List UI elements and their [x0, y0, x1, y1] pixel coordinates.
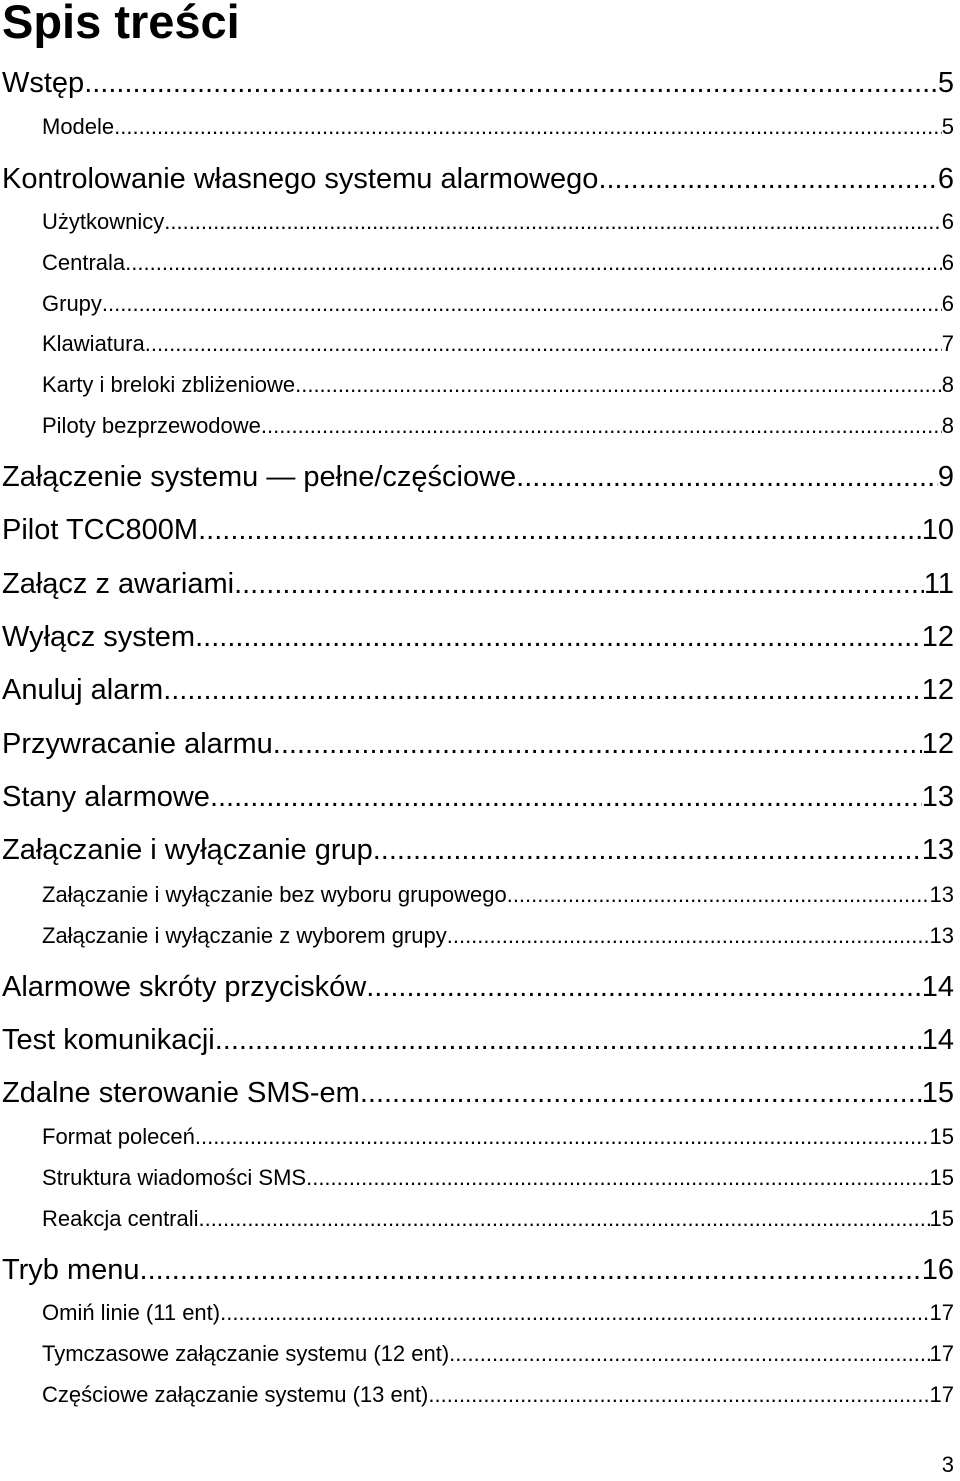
- toc-entry[interactable]: [2, 460, 954, 494]
- toc-entry-page: 6: [937, 163, 954, 195]
- toc-entry[interactable]: [42, 882, 954, 908]
- toc-entry-page: 17: [929, 1300, 954, 1325]
- toc-leader-dots: [195, 1124, 930, 1150]
- toc-leader-dots: [114, 114, 942, 140]
- toc-entry-label: Klawiatura: [42, 331, 145, 356]
- toc-entry-label: Załączenie systemu — pełne/częściowe: [2, 461, 517, 493]
- toc-entry-page: 6: [941, 209, 954, 234]
- toc-entry[interactable]: [42, 923, 954, 949]
- toc-entry-page: 8: [941, 372, 954, 397]
- toc-entry[interactable]: [2, 513, 954, 547]
- toc-entry-label: Test komunikacji: [2, 1024, 215, 1056]
- toc-entry[interactable]: [2, 727, 954, 761]
- toc-leader-dots: [366, 970, 922, 1004]
- toc-entry-label: Załącz z awariami: [2, 568, 235, 600]
- toc-entry[interactable]: [2, 162, 954, 196]
- toc-leader-dots: [198, 513, 922, 547]
- toc-entry-page: 8: [941, 413, 954, 438]
- toc-entry[interactable]: [42, 114, 954, 140]
- toc-entry-page: 13: [929, 882, 954, 907]
- toc-entry-page: 13: [921, 834, 954, 866]
- toc-entry-page: 14: [921, 1024, 954, 1056]
- toc-entry-page: 15: [929, 1165, 954, 1190]
- page-number: 3: [941, 1452, 954, 1477]
- toc-entry[interactable]: [42, 1206, 954, 1232]
- toc-entry-label: Przywracanie alarmu: [2, 728, 273, 760]
- toc-entry[interactable]: [42, 1165, 954, 1191]
- toc-entry-label: Zdalne sterowanie SMS-em: [2, 1077, 360, 1109]
- toc-entry-page: 13: [929, 923, 954, 948]
- toc-entry-label: Pilot TCC800M: [2, 514, 199, 546]
- toc-entry-page: 12: [921, 621, 954, 653]
- toc-entry-label: Format poleceń: [42, 1124, 195, 1149]
- toc-entry[interactable]: [2, 833, 954, 867]
- toc-entry-label: Wyłącz system: [2, 621, 196, 653]
- toc-entry-page: 12: [921, 728, 954, 760]
- toc-entry-page: 6: [941, 291, 954, 316]
- toc-entry-page: 12: [921, 674, 954, 706]
- toc-entry-page: 16: [921, 1254, 954, 1286]
- page-title: Spis treści: [2, 0, 240, 48]
- toc-entry-label: Użytkownicy: [42, 209, 165, 234]
- toc-entry[interactable]: [42, 331, 954, 357]
- toc-entry-page: 15: [929, 1124, 954, 1149]
- toc-leader-dots: [373, 833, 922, 867]
- toc-leader-dots: [140, 1253, 922, 1287]
- toc-entry-label: Struktura wiadomości SMS: [42, 1165, 307, 1190]
- toc-entry-label: Reakcja centrali: [42, 1206, 199, 1231]
- toc-entry[interactable]: [2, 1076, 954, 1110]
- toc-entry-page: 6: [941, 250, 954, 275]
- toc-entry-label: Centrala: [42, 250, 126, 275]
- toc-leader-dots: [163, 673, 922, 707]
- toc-entry[interactable]: [42, 1300, 954, 1326]
- toc-entry[interactable]: [2, 673, 954, 707]
- toc-entry-label: Stany alarmowe: [2, 781, 210, 813]
- toc-entry-page: 7: [941, 331, 954, 356]
- toc-entry-page: 14: [921, 971, 954, 1003]
- toc-entry-label: Załączanie i wyłączanie bez wyboru grupowego: [42, 882, 507, 907]
- toc-entry-page: 17: [929, 1341, 954, 1366]
- toc-leader-dots: [360, 1076, 922, 1110]
- toc-leader-dots: [447, 923, 930, 949]
- toc-entry[interactable]: [42, 372, 954, 398]
- toc-entry-label: Anuluj alarm: [2, 674, 164, 706]
- toc-leader-dots: [295, 372, 942, 398]
- toc-entry[interactable]: [42, 1382, 954, 1408]
- toc-entry-label: Załączanie i wyłączanie grup: [2, 834, 373, 866]
- toc-entry[interactable]: [42, 291, 954, 317]
- toc-entry-page: 10: [921, 514, 954, 546]
- toc-leader-dots: [507, 882, 930, 908]
- toc-leader-dots: [195, 620, 922, 654]
- toc-entry-label: Tymczasowe załączanie systemu (12 ent): [42, 1341, 450, 1366]
- toc-entry-label: Piloty bezprzewodowe: [42, 413, 261, 438]
- toc-entry[interactable]: [2, 567, 954, 601]
- toc-entry-label: Tryb menu: [2, 1254, 140, 1286]
- toc-leader-dots: [215, 1023, 922, 1057]
- toc-entry-page: 13: [921, 781, 954, 813]
- toc-entry-label: Grupy: [42, 291, 102, 316]
- toc-leader-dots: [598, 162, 937, 196]
- toc-entry-label: Kontrolowanie własnego systemu alarmowego: [2, 163, 599, 195]
- toc-entry-page: 17: [929, 1382, 954, 1407]
- toc-entry-page: 15: [921, 1077, 954, 1109]
- toc-entry-page: 11: [923, 568, 954, 600]
- toc-entry-label: Częściowe załączanie systemu (13 ent): [42, 1382, 429, 1407]
- toc-leader-dots: [199, 1206, 930, 1232]
- toc-entry[interactable]: [42, 1341, 954, 1367]
- toc-entry[interactable]: [2, 780, 954, 814]
- toc-leader-dots: [102, 291, 942, 317]
- toc-leader-dots: [145, 331, 942, 357]
- toc-entry[interactable]: [2, 970, 954, 1004]
- toc-leader-dots: [220, 1300, 929, 1326]
- toc-entry[interactable]: [42, 209, 954, 235]
- toc-entry-label: Karty i breloki zbliżeniowe: [42, 372, 296, 397]
- toc-entry[interactable]: [2, 620, 954, 654]
- toc-entry-label: Alarmowe skróty przycisków: [2, 971, 367, 1003]
- toc-leader-dots: [273, 727, 922, 761]
- toc-entry[interactable]: [2, 1253, 954, 1287]
- toc-leader-dots: [306, 1165, 929, 1191]
- toc-leader-dots: [125, 250, 942, 276]
- toc-leader-dots: [428, 1382, 929, 1408]
- toc-entry-label: Wstęp: [2, 67, 85, 99]
- toc-entry[interactable]: [42, 1124, 954, 1150]
- toc-entry-label: Modele: [42, 114, 115, 139]
- toc-entry[interactable]: [42, 413, 954, 439]
- toc-leader-dots: [84, 66, 938, 100]
- toc-entry[interactable]: [42, 250, 954, 276]
- toc-leader-dots: [516, 460, 938, 494]
- toc-entry[interactable]: [2, 1023, 954, 1057]
- toc-entry-label: Załączanie i wyłączanie z wyborem grupy: [42, 923, 447, 948]
- toc-entry-label: Omiń linie (11 ent): [42, 1300, 221, 1325]
- toc-entry-page: 5: [941, 114, 954, 139]
- toc-leader-dots: [164, 209, 942, 235]
- toc-leader-dots: [210, 780, 922, 814]
- toc-leader-dots: [234, 567, 924, 601]
- toc-entry-page: 5: [937, 67, 954, 99]
- toc-entry-page: 15: [929, 1206, 954, 1231]
- toc-leader-dots: [261, 413, 942, 439]
- toc-entry[interactable]: [2, 66, 954, 100]
- toc-leader-dots: [449, 1341, 929, 1367]
- toc-entry-page: 9: [937, 461, 954, 493]
